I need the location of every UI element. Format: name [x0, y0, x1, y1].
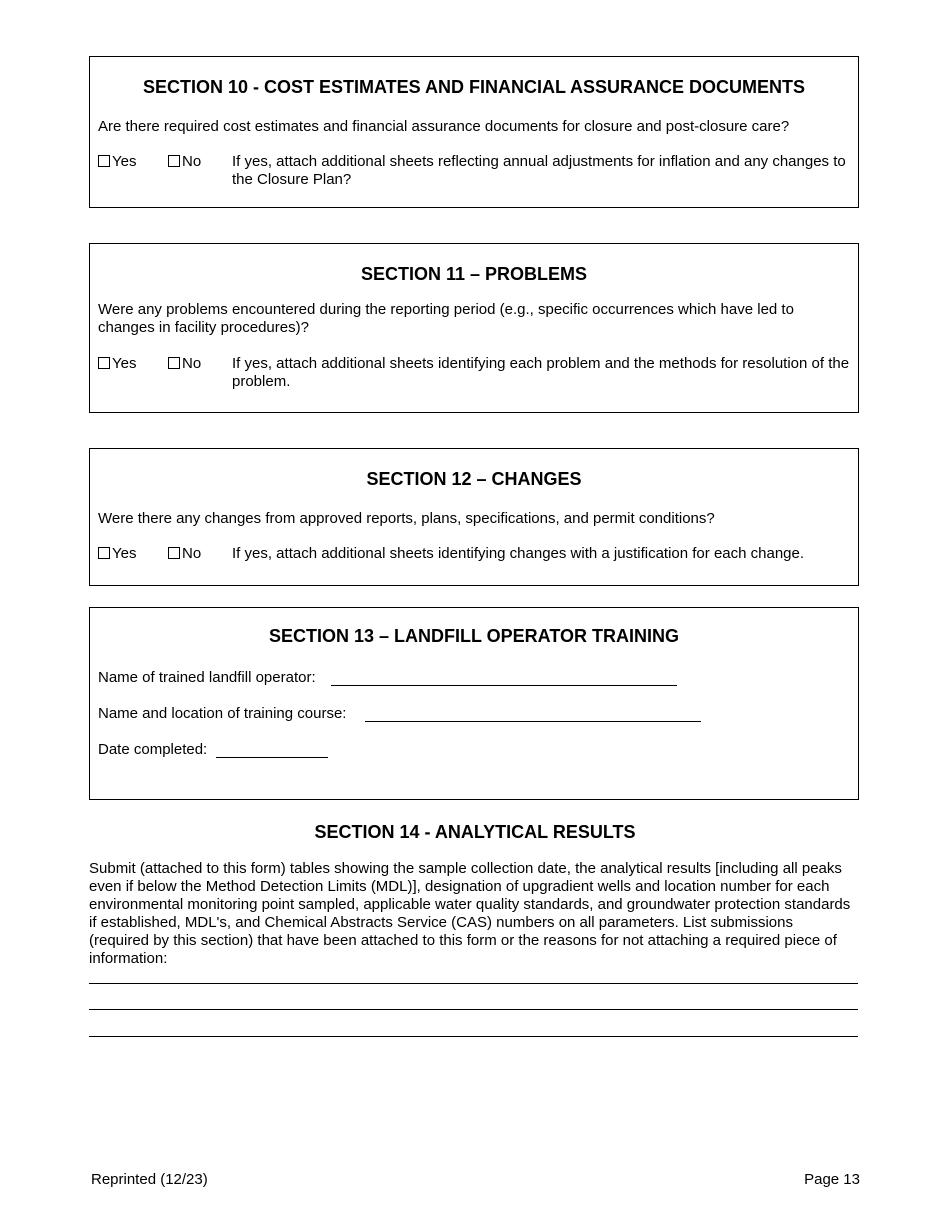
date-completed-field[interactable] [216, 757, 328, 758]
section-11-title: SECTION 11 – PROBLEMS [360, 264, 588, 284]
date-completed-label: Date completed: [98, 741, 208, 758]
section-11-yes-label: Yes [112, 355, 137, 372]
section-11-yes-checkbox[interactable] [98, 357, 110, 369]
section-12-yes-label: Yes [112, 545, 137, 562]
section-10-box [89, 56, 859, 208]
section-10-no-label: No [182, 153, 202, 170]
section-13-box [89, 607, 859, 800]
section-12-question: Were there any changes from approved reports, plans, specifications, and permit conditions? [98, 510, 715, 527]
operator-name-label: Name of trained landfill operator: [98, 669, 316, 686]
section-10-title: SECTION 10 - COST ESTIMATES AND FINANCIAL ASSURANCE DOCUMENTS [142, 77, 806, 97]
section-10-instruction: If yes, attach additional sheets reflecting annual adjustments for inflation and any changes to the Closure Plan? [232, 153, 846, 188]
section-13-title: SECTION 13 – LANDFILL OPERATOR TRAINING [268, 626, 680, 646]
section-11-instruction: If yes, attach additional sheets identifying each problem and the methods for resolution of the problem. [232, 355, 850, 390]
section-14-body: Submit (attached to this form) tables showing the sample collection date, the analytical results [including all peaks even if below the Method Detection Limits (MDL)], designation of upgradient wells and location number for each environmental monitoring point sampled, applicable water quality standards, and groundwater protection standards if established, MDL's, and Chemical Abstracts Service (CAS) numbers on all parameters. List submissions (required by this section) that have been attached to this form or the reasons for not attaching a required piece of information: [89, 860, 851, 967]
section-12-no-label: No [182, 545, 202, 562]
section-12-title: SECTION 12 – CHANGES [366, 469, 582, 489]
section-10-yes-label: Yes [112, 153, 137, 170]
section-12-no-checkbox[interactable] [168, 547, 180, 559]
section-11-no-checkbox[interactable] [168, 357, 180, 369]
section-11-no-option[interactable] [168, 355, 201, 372]
footer-page-number: Page 13 [804, 1171, 860, 1188]
submission-line-2[interactable] [89, 1009, 858, 1010]
training-course-field[interactable] [365, 721, 701, 722]
section-12-yes-checkbox[interactable] [98, 547, 110, 559]
submission-line-1[interactable] [89, 983, 858, 984]
footer-reprinted: Reprinted (12/23) [91, 1171, 208, 1188]
submission-line-3[interactable] [89, 1036, 858, 1037]
section-14-title: SECTION 14 - ANALYTICAL RESULTS [314, 822, 636, 842]
section-12-no-option[interactable] [168, 545, 201, 562]
section-12-instruction: If yes, attach additional sheets identifying changes with a justification for each change. [232, 545, 805, 562]
section-10-yes-option[interactable] [98, 153, 136, 170]
section-12-box [89, 448, 859, 586]
section-10-yes-checkbox[interactable] [98, 155, 110, 167]
section-12-yes-option[interactable] [98, 545, 136, 562]
training-course-label: Name and location of training course: [98, 705, 347, 722]
section-10-no-checkbox[interactable] [168, 155, 180, 167]
section-11-no-label: No [182, 355, 202, 372]
section-10-no-option[interactable] [168, 153, 201, 170]
section-11-yes-option[interactable] [98, 355, 136, 372]
operator-name-field[interactable] [331, 685, 677, 686]
section-11-box [89, 243, 859, 413]
section-10-question: Are there required cost estimates and financial assurance documents for closure and post-closure care? [98, 118, 790, 135]
section-11-question: Were any problems encountered during the reporting period (e.g., specific occurrences which have led to changes in facility procedures)? [98, 301, 794, 336]
